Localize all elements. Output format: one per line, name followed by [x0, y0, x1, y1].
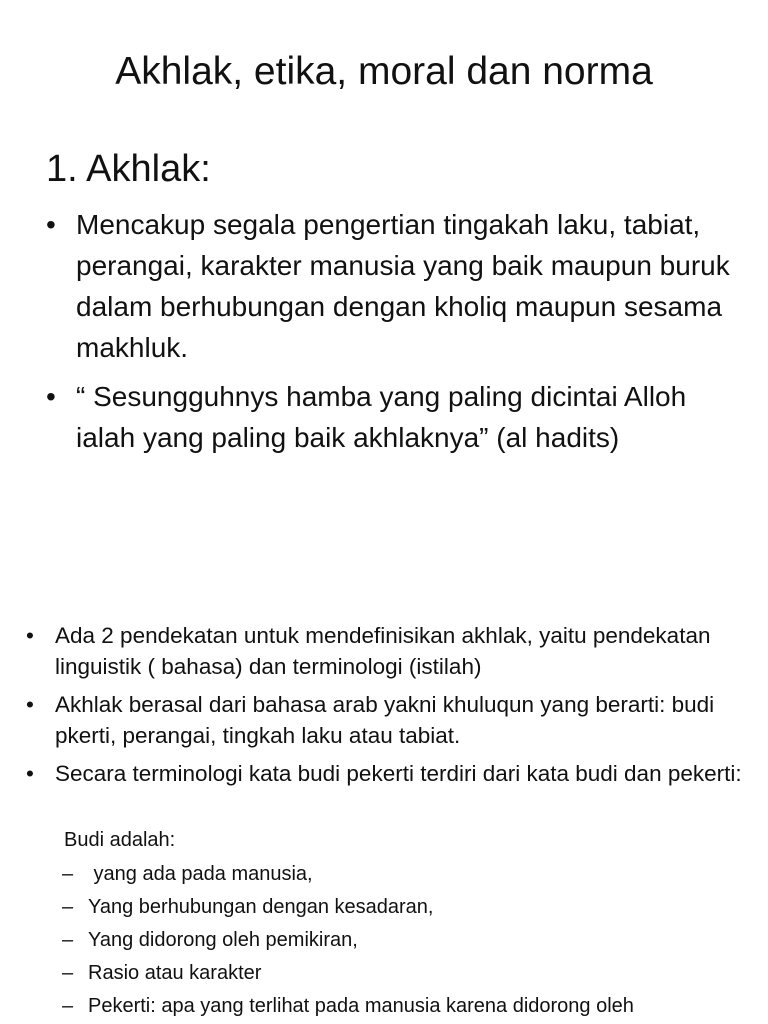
dash-list: [62, 858, 752, 1023]
bullet-marker: •: [46, 381, 56, 412]
dash-text: Rasio atau karakter: [88, 962, 262, 984]
list-item: [62, 858, 752, 891]
bullet-text: Secara terminologi kata budi pekerti terdiri dari kata budi dan pekerti:: [55, 761, 742, 786]
sub-label: Budi adalah:: [64, 829, 176, 851]
list-item: [26, 758, 746, 789]
list-item: [62, 891, 752, 924]
bullet-list: [46, 204, 736, 466]
bullet-text: Mencakup segala pengertian tingakah laku, tabiat, perangai, karakter manusia yang baik maupun buruk dalam berhubungan dengan kholiq maupun sesama makhluk.: [76, 209, 730, 363]
list-item: [26, 689, 746, 751]
bullet-text: Ada 2 pendekatan untuk mendefinisikan akhlak, yaitu pendekatan linguistik ( bahasa) dan terminologi (istilah): [55, 623, 711, 679]
dash-text: Pekerti: apa yang terlihat pada manusia karena didorong oleh: [88, 995, 634, 1017]
dash-marker: –: [62, 929, 74, 951]
dash-text: Yang berhubungan dengan kesadaran,: [88, 896, 434, 918]
slide-title: Akhlak, etika, moral dan norma: [115, 50, 653, 93]
list-item: [62, 924, 752, 957]
bullet-text: “ Sesungguhnys hamba yang paling dicintai Alloh ialah yang paling baik akhlaknya” (al hadits): [76, 381, 687, 453]
bullet-list: [26, 620, 746, 796]
dash-text: Yang didorong oleh pemikiran,: [88, 929, 358, 951]
bullet-marker: •: [26, 623, 34, 648]
list-item: [62, 990, 752, 1023]
bullet-marker: •: [26, 692, 34, 717]
budi-definition: [62, 824, 752, 1023]
list-item: [46, 204, 736, 368]
list-item: [62, 957, 752, 990]
bullet-marker: •: [26, 761, 34, 786]
dash-text: yang ada pada manusia,: [88, 863, 313, 885]
section-heading: 1. Akhlak:: [46, 148, 211, 190]
slide-akhlak-definition: [0, 590, 768, 1024]
list-item: [46, 376, 736, 458]
list-item: [26, 620, 746, 682]
dash-marker: –: [62, 962, 74, 984]
dash-marker: –: [62, 863, 74, 885]
dash-marker: –: [62, 995, 74, 1017]
dash-marker: –: [62, 896, 74, 918]
bullet-marker: •: [46, 209, 56, 240]
bullet-text: Akhlak berasal dari bahasa arab yakni khuluqun yang berarti: budi pkerti, perangai, tingkah laku atau tabiat.: [55, 692, 715, 748]
